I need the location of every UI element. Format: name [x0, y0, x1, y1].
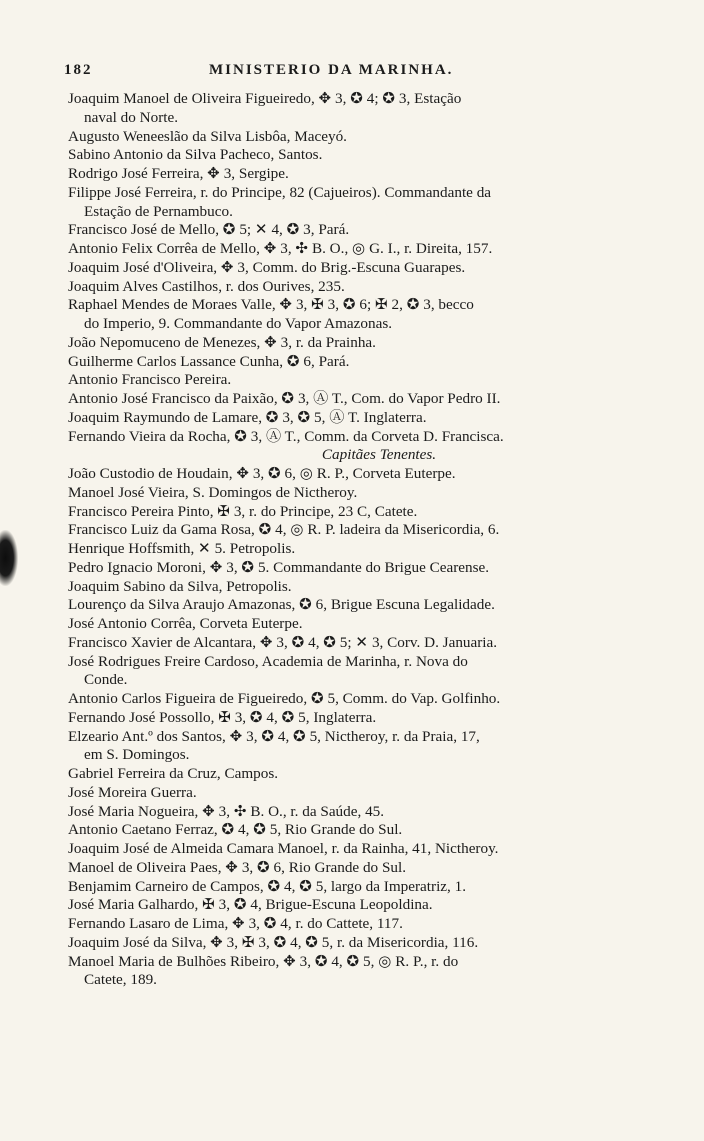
entry-line: Raphael Mendes de Moraes Valle, ✥ 3, ✠ 3, ✪ 6; ✠ 2, ✪ 3, becco: [68, 296, 474, 314]
entry-line: José Rodrigues Freire Cardoso, Academia de Marinha, r. Nova do: [68, 652, 468, 670]
entry-line: Joaquim José da Silva, ✥ 3, ✠ 3, ✪ 4, ✪ 5, r. da Misericordia, 116.: [68, 933, 479, 951]
entry-line: José Maria Nogueira, ✥ 3, ✣ B. O., r. da Saúde, 45.: [68, 802, 385, 820]
entry-line: Elzeario Ant.º dos Santos, ✥ 3, ✪ 4, ✪ 5, Nictheroy, r. da Praia, 17,: [68, 727, 480, 745]
entry-line: Joaquim José de Almeida Camara Manoel, r. da Rainha, 41, Nictheroy.: [68, 840, 499, 857]
entry-line: Rodrigo José Ferreira, ✥ 3, Sergipe.: [68, 165, 289, 182]
entry-line: Manoel Maria de Bulhões Ribeiro, ✥ 3, ✪ 4, ✪ 5, ◎ R. P., r. do: [68, 952, 459, 970]
entry-line: Conde.: [84, 671, 128, 689]
entry-line: Lourenço da Silva Araujo Amazonas, ✪ 6, Brigue Escuna Legalidade.: [68, 596, 495, 614]
entry-line: Antonio Felix Corrêa de Mello, ✥ 3, ✣ B. O., ◎ G. I., r. Direita, 157.: [68, 240, 493, 257]
entry-line: Benjamim Carneiro de Campos, ✪ 4, ✪ 5, largo da Imperatriz, 1.: [68, 877, 467, 895]
entry-line: Manoel de Oliveira Paes, ✥ 3, ✪ 6, Rio Grande do Sul.: [68, 858, 407, 876]
entry-line: Francisco Pereira Pinto, ✠ 3, r. do Principe, 23 C, Catete.: [68, 502, 418, 520]
entry-line: Francisco Xavier de Alcantara, ✥ 3, ✪ 4, ✪ 5; ✕ 3, Corv. D. Januaria.: [68, 633, 498, 651]
entry-line: Joaquim Raymundo de Lamare, ✪ 3, ✪ 5, Ⓐ T. Inglaterra.: [68, 408, 427, 426]
entry-line: Joaquim Alves Castilhos, r. dos Ourives, 235.: [68, 277, 345, 295]
entry-line: Fernando José Possollo, ✠ 3, ✪ 4, ✪ 5, Inglaterra.: [68, 708, 377, 726]
running-title: MINISTERIO DA MARINHA.: [209, 62, 454, 78]
entry-line: Catete, 189.: [84, 971, 157, 989]
entry-line: Antonio Caetano Ferraz, ✪ 4, ✪ 5, Rio Grande do Sul.: [68, 821, 403, 839]
entry-line: Henrique Hoffsmith, ✕ 5. Petropolis.: [68, 540, 296, 557]
entry-line: Fernando Vieira da Rocha, ✪ 3, Ⓐ T., Comm. da Corveta D. Francisca.: [68, 427, 504, 445]
entry-line: Estação de Pernambuco.: [84, 202, 233, 220]
entry-line: Francisco Luiz da Gama Rosa, ✪ 4, ◎ R. P. ladeira da Misericordia, 6.: [68, 521, 500, 539]
entry-line: João Custodio de Houdain, ✥ 3, ✪ 6, ◎ R. P., Corveta Euterpe.: [68, 465, 456, 482]
page-number: 182: [64, 62, 93, 78]
entry-line: Antonio José Francisco da Paixão, ✪ 3, Ⓐ T., Com. do Vapor Pedro II.: [68, 390, 501, 407]
entry-line: José Maria Galhardo, ✠ 3, ✪ 4, Brigue-Escuna Leopoldina.: [68, 896, 433, 914]
section-heading: Capitães Tenentes.: [321, 446, 437, 464]
entry-line: Augusto Weneeslão da Silva Lisbôa, Maceyó.: [68, 127, 347, 145]
entry-line: João Nepomuceno de Menezes, ✥ 3, r. da Prainha.: [68, 333, 376, 351]
entry-line: Joaquim Manoel de Oliveira Figueiredo, ✥ 3, ✪ 4; ✪ 3, Estação: [68, 90, 462, 107]
entry-line: Antonio Carlos Figueira de Figueiredo, ✪ 5, Comm. do Vap. Golfinho.: [68, 690, 501, 707]
entry-line: Francisco José de Mello, ✪ 5; ✕ 4, ✪ 3, Pará.: [68, 221, 350, 239]
entry-line: Antonio Francisco Pereira.: [68, 371, 232, 389]
entry-line: Joaquim José d'Oliveira, ✥ 3, Comm. do Brig.-Escuna Guarapes.: [68, 258, 466, 276]
entry-line: Manoel José Vieira, S. Domingos de Nictheroy.: [68, 483, 358, 501]
entry-line: Joaquim Sabino da Silva, Petropolis.: [68, 577, 292, 595]
entry-line: naval do Norte.: [84, 108, 179, 126]
entry-line: Guilherme Carlos Lassance Cunha, ✪ 6, Pará.: [68, 352, 350, 370]
entry-line: Fernando Lasaro de Lima, ✥ 3, ✪ 4, r. do Cattete, 117.: [68, 915, 403, 932]
entry-list: [64, 90, 654, 990]
entry-line: do Imperio, 9. Commandante do Vapor Amazonas.: [84, 315, 393, 332]
entry-line: Pedro Ignacio Moroni, ✥ 3, ✪ 5. Commandante do Brigue Cearense.: [68, 558, 490, 576]
entry-line: Sabino Antonio da Silva Pacheco, Santos.: [68, 146, 323, 164]
entry-line: Gabriel Ferreira da Cruz, Campos.: [68, 765, 279, 782]
entry-line: Filippe José Ferreira, r. do Principe, 82 (Cajueiros). Commandante da: [68, 183, 492, 201]
entry-line: em S. Domingos.: [84, 746, 190, 764]
page-margin-blot: [0, 530, 18, 586]
page-header: [64, 62, 664, 84]
entry-line: José Antonio Corrêa, Corveta Euterpe.: [68, 615, 303, 632]
entry-line: José Moreira Guerra.: [68, 783, 197, 801]
